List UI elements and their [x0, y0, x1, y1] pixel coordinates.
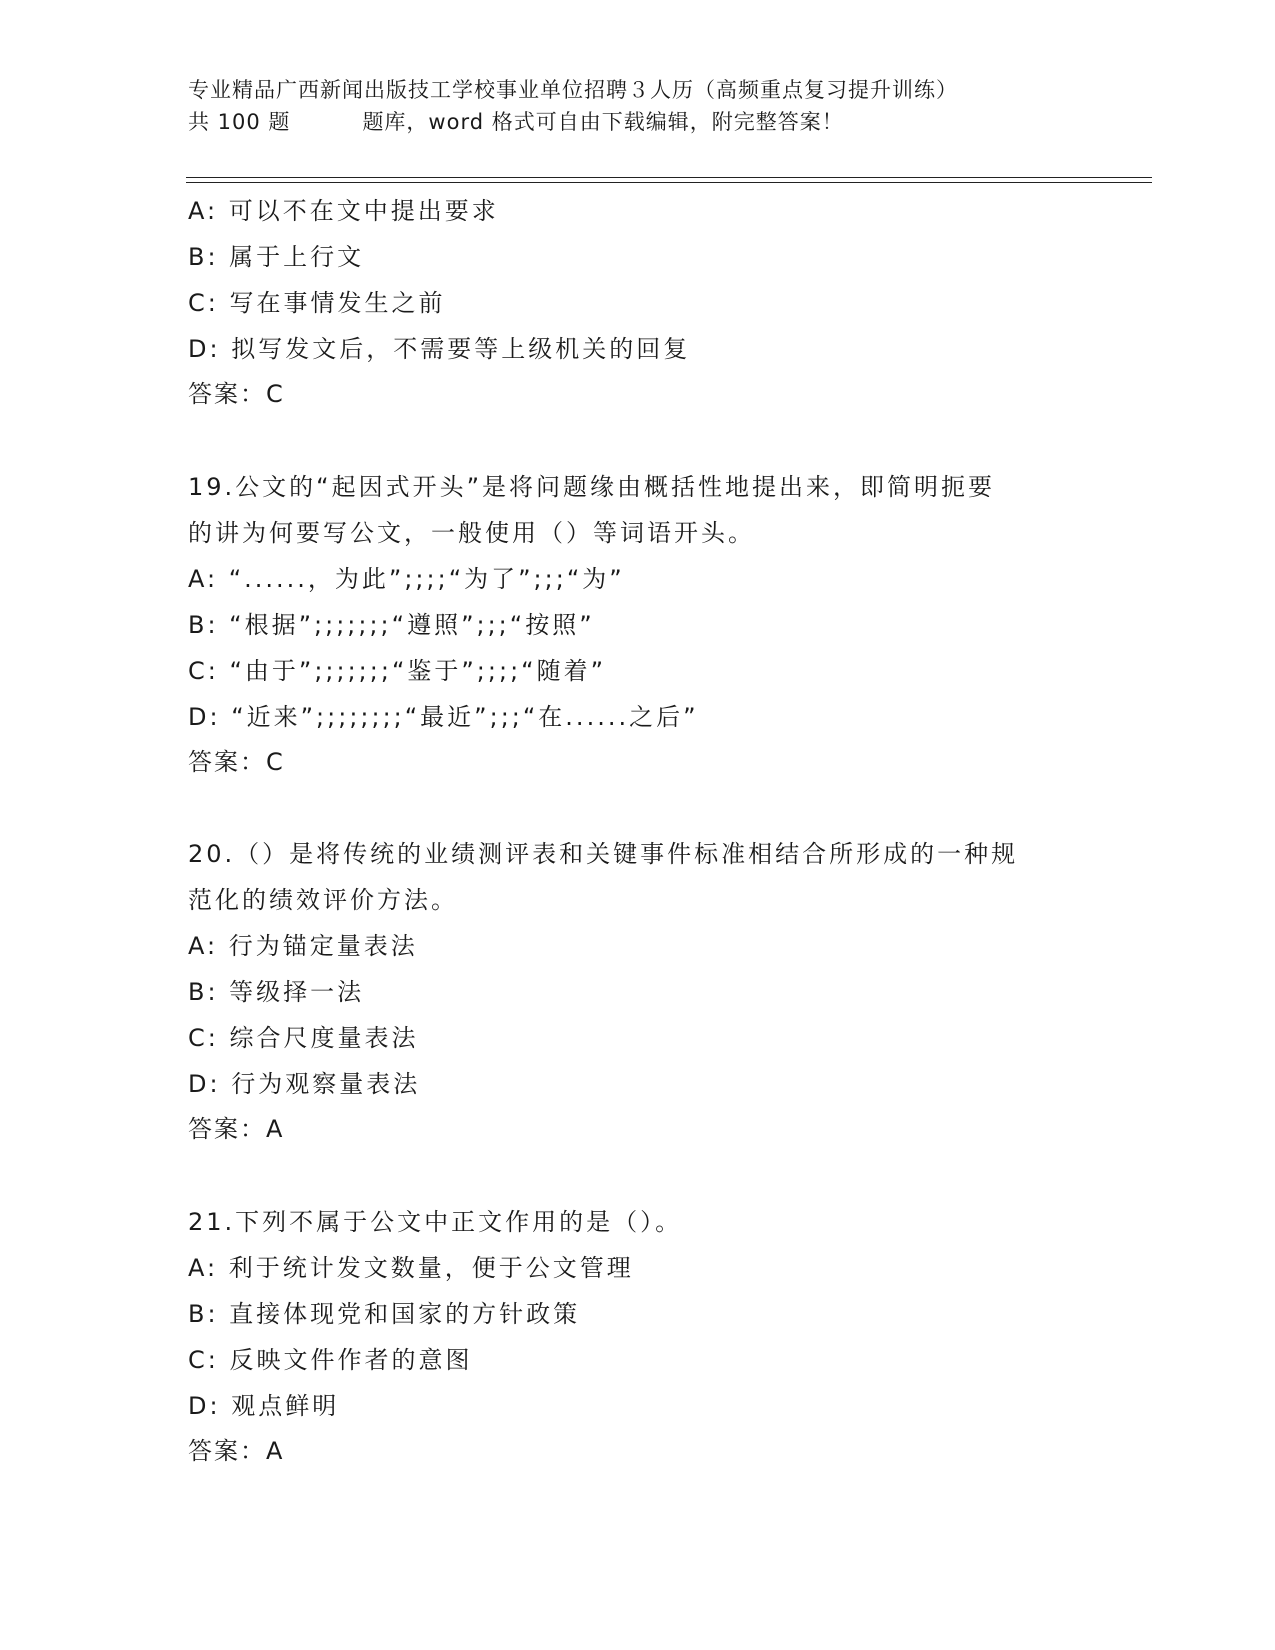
option-d: D: 拟写发文后，不需要等上级机关的回复 — [188, 335, 691, 363]
header-subtitle-line — [188, 106, 1088, 138]
option-c: C: 综合尺度量表法 — [188, 1024, 419, 1052]
option-d: D: 观点鲜明 — [188, 1391, 340, 1420]
question-stem-line: 21.下列不属于公文中正文作用的是（）。 — [188, 1207, 683, 1236]
download-note: 题库，word 格式可自由下载编辑，附完整答案！ — [362, 110, 844, 134]
question-18-continuation — [188, 188, 1088, 418]
option-c: C: 写在事情发生之前 — [188, 289, 446, 317]
answer-line: 答案：C — [188, 380, 285, 408]
question-list — [188, 188, 1088, 1474]
header-divider-bottom — [186, 182, 1152, 183]
question-stem-line: 19.公文的“起因式开头”是将问题缘由概括性地提出来，即简明扼要 — [188, 472, 996, 501]
document-header — [188, 74, 1088, 138]
question-stem-line: 20.（）是将传统的业绩测评表和关键事件标准相结合所形成的一种规 — [188, 840, 1019, 868]
option-a: A: 行为锚定量表法 — [188, 932, 418, 960]
option-b: B: “根据”;;;;;;;“遵照”;;;“按照” — [188, 610, 595, 639]
option-a: A: 利于统计发文数量，便于公文管理 — [188, 1253, 634, 1282]
option-c: C: “由于”;;;;;;;“鉴于”;;;;“随着” — [188, 656, 607, 685]
header-divider-top — [186, 177, 1152, 178]
answer-line: 答案：C — [188, 747, 285, 776]
question-stem-line: 范化的绩效评价方法。 — [188, 886, 458, 914]
option-a: A: “......，为此”;;;;“为了”;;;“为” — [188, 564, 625, 593]
question-21 — [188, 1199, 1088, 1475]
option-b: B: 直接体现党和国家的方针政策 — [188, 1299, 581, 1328]
option-a: A: 可以不在文中提出要求 — [188, 197, 499, 225]
question-19 — [188, 464, 1088, 786]
answer-line: 答案：A — [188, 1115, 285, 1143]
option-d: D: “近来”;;;;;;;;“最近”;;;“在......之后” — [188, 702, 699, 731]
header-title-line: 专业精品广西新闻出版技工学校事业单位招聘３人历（高频重点复习提升训练） — [188, 78, 958, 102]
question-stem-line: 的讲为何要写公文，一般使用（）等词语开头。 — [188, 518, 755, 547]
question-20 — [188, 831, 1088, 1153]
option-d: D: 行为观察量表法 — [188, 1070, 421, 1098]
option-b: B: 属于上行文 — [188, 243, 365, 271]
question-count: 共 100 题 — [188, 110, 291, 134]
option-c: C: 反映文件作者的意图 — [188, 1345, 473, 1374]
option-b: B: 等级择一法 — [188, 978, 365, 1006]
answer-line: 答案：A — [188, 1436, 285, 1465]
